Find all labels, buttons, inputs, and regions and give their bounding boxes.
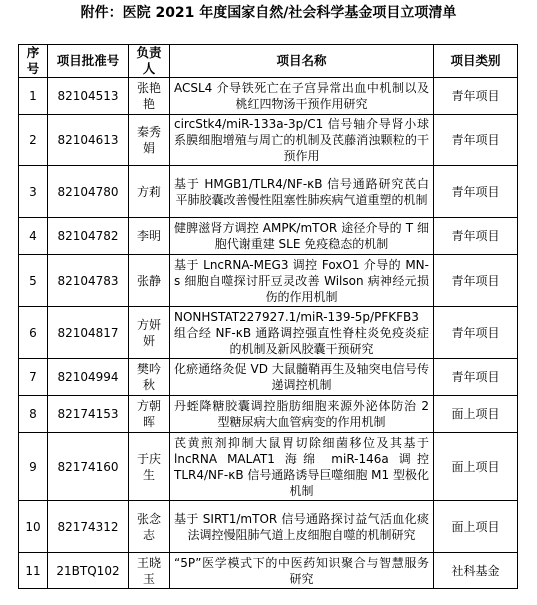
table-header-row [19,45,518,78]
table-row [19,166,518,218]
cell-project-name: 丹蛭降糖胶囊调控脂肪细胞来源外泌体防治 2 型糖尿病大血管病变的作用机制 [170,396,434,433]
cell-category: 青年项目 [434,307,518,359]
cell-project-name: “5P”医学模式下的中医药知识聚合与智慧服务研究 [170,553,434,589]
cell-index: 5 [19,255,48,307]
cell-category: 青年项目 [434,78,518,115]
project-table [18,44,518,589]
table-row [19,78,518,115]
cell-category: 面上项目 [434,396,518,433]
cell-project-name: circStk4/miR-133a-3p/C1 信号轴介导肾小球系膜细胞增殖与周亡的机制及芪藤消浊颗粒的干预作用 [170,115,434,166]
cell-category: 青年项目 [434,166,518,218]
cell-approval-no: 82104780 [48,166,129,218]
table-row [19,359,518,396]
header-leader: 负责人 [129,45,170,78]
cell-approval-no: 82104817 [48,307,129,359]
cell-leader: 张艳艳 [129,78,170,115]
page-title: 附件：医院 2021 年度国家自然/社会科学基金项目立项清单 [80,5,457,21]
header-approval-no: 项目批准号 [48,45,129,78]
cell-approval-no: 82104613 [48,115,129,166]
cell-project-name: 基于 SIRT1/mTOR 信号通路探讨益气活血化痰法调控慢阻肺气道上皮细胞自噬的机制研究 [170,501,434,553]
table-row [19,501,518,553]
header-category: 项目类别 [434,45,518,78]
cell-index: 1 [19,78,48,115]
cell-index: 11 [19,553,48,589]
table-row [19,255,518,307]
table-row [19,218,518,255]
cell-index: 3 [19,166,48,218]
cell-index: 9 [19,433,48,501]
cell-index: 8 [19,396,48,433]
cell-leader: 王晓玉 [129,553,170,589]
cell-approval-no: 82104782 [48,218,129,255]
cell-project-name: 基于 LncRNA-MEG3 调控 FoxO1 介导的 MN-s 细胞自噬探讨肝豆灵改善 Wilson 病神经元损伤的作用机制 [170,255,434,307]
cell-approval-no: 21BTQ102 [48,553,129,589]
cell-index: 7 [19,359,48,396]
cell-leader: 张静 [129,255,170,307]
table-row [19,553,518,589]
cell-approval-no: 82104513 [48,78,129,115]
cell-project-name: NONHSTAT227927.1/miR-139-5p/PFKFB3 组合经 NF-κB 通路调控强直性脊柱炎免疫炎症的机制及新风胶囊干预研究 [170,307,434,359]
cell-approval-no: 82104783 [48,255,129,307]
cell-leader: 方妍妍 [129,307,170,359]
table-row [19,307,518,359]
cell-leader: 秦秀娟 [129,115,170,166]
cell-approval-no: 82104994 [48,359,129,396]
cell-index: 4 [19,218,48,255]
cell-category: 青年项目 [434,359,518,396]
table-row [19,396,518,433]
header-project-name: 项目名称 [170,45,434,78]
cell-project-name: 基于 HMGB1/TLR4/NF-κB 信号通路研究芪白平肺胶囊改善慢性阻塞性肺疾病气道重塑的机制 [170,166,434,218]
cell-category: 青年项目 [434,115,518,166]
cell-project-name: 化瘀通络灸促 VD 大鼠髓鞘再生及轴突电信号传递调控机制 [170,359,434,396]
cell-leader: 方莉 [129,166,170,218]
cell-leader: 方朝晖 [129,396,170,433]
cell-leader: 张念志 [129,501,170,553]
cell-project-name: ACSL4 介导铁死亡在子宫异常出血中机制以及桃红四物汤干预作用研究 [170,78,434,115]
header-index: 序号 [19,45,48,78]
cell-category: 面上项目 [434,501,518,553]
cell-index: 2 [19,115,48,166]
table-row [19,115,518,166]
cell-leader: 樊吟秋 [129,359,170,396]
cell-project-name: 健脾滋肾方调控 AMPK/mTOR 途径介导的 T 细胞代谢重建 SLE 免疫稳态的机制 [170,218,434,255]
cell-project-name: 芪黄煎剂抑制大鼠胃切除细菌移位及其基于 lncRNA MALAT1 海绵 miR-146a 调控 TLR4/NF-κB 信号通路诱导巨噬细胞 M1 型极化机制 [170,433,434,501]
cell-category: 面上项目 [434,433,518,501]
table-row [19,433,518,501]
cell-category: 青年项目 [434,218,518,255]
cell-index: 6 [19,307,48,359]
cell-category: 青年项目 [434,255,518,307]
cell-category: 社科基金 [434,553,518,589]
cell-leader: 李明 [129,218,170,255]
cell-approval-no: 82174312 [48,501,129,553]
cell-approval-no: 82174160 [48,433,129,501]
cell-approval-no: 82174153 [48,396,129,433]
cell-leader: 于庆生 [129,433,170,501]
cell-index: 10 [19,501,48,553]
